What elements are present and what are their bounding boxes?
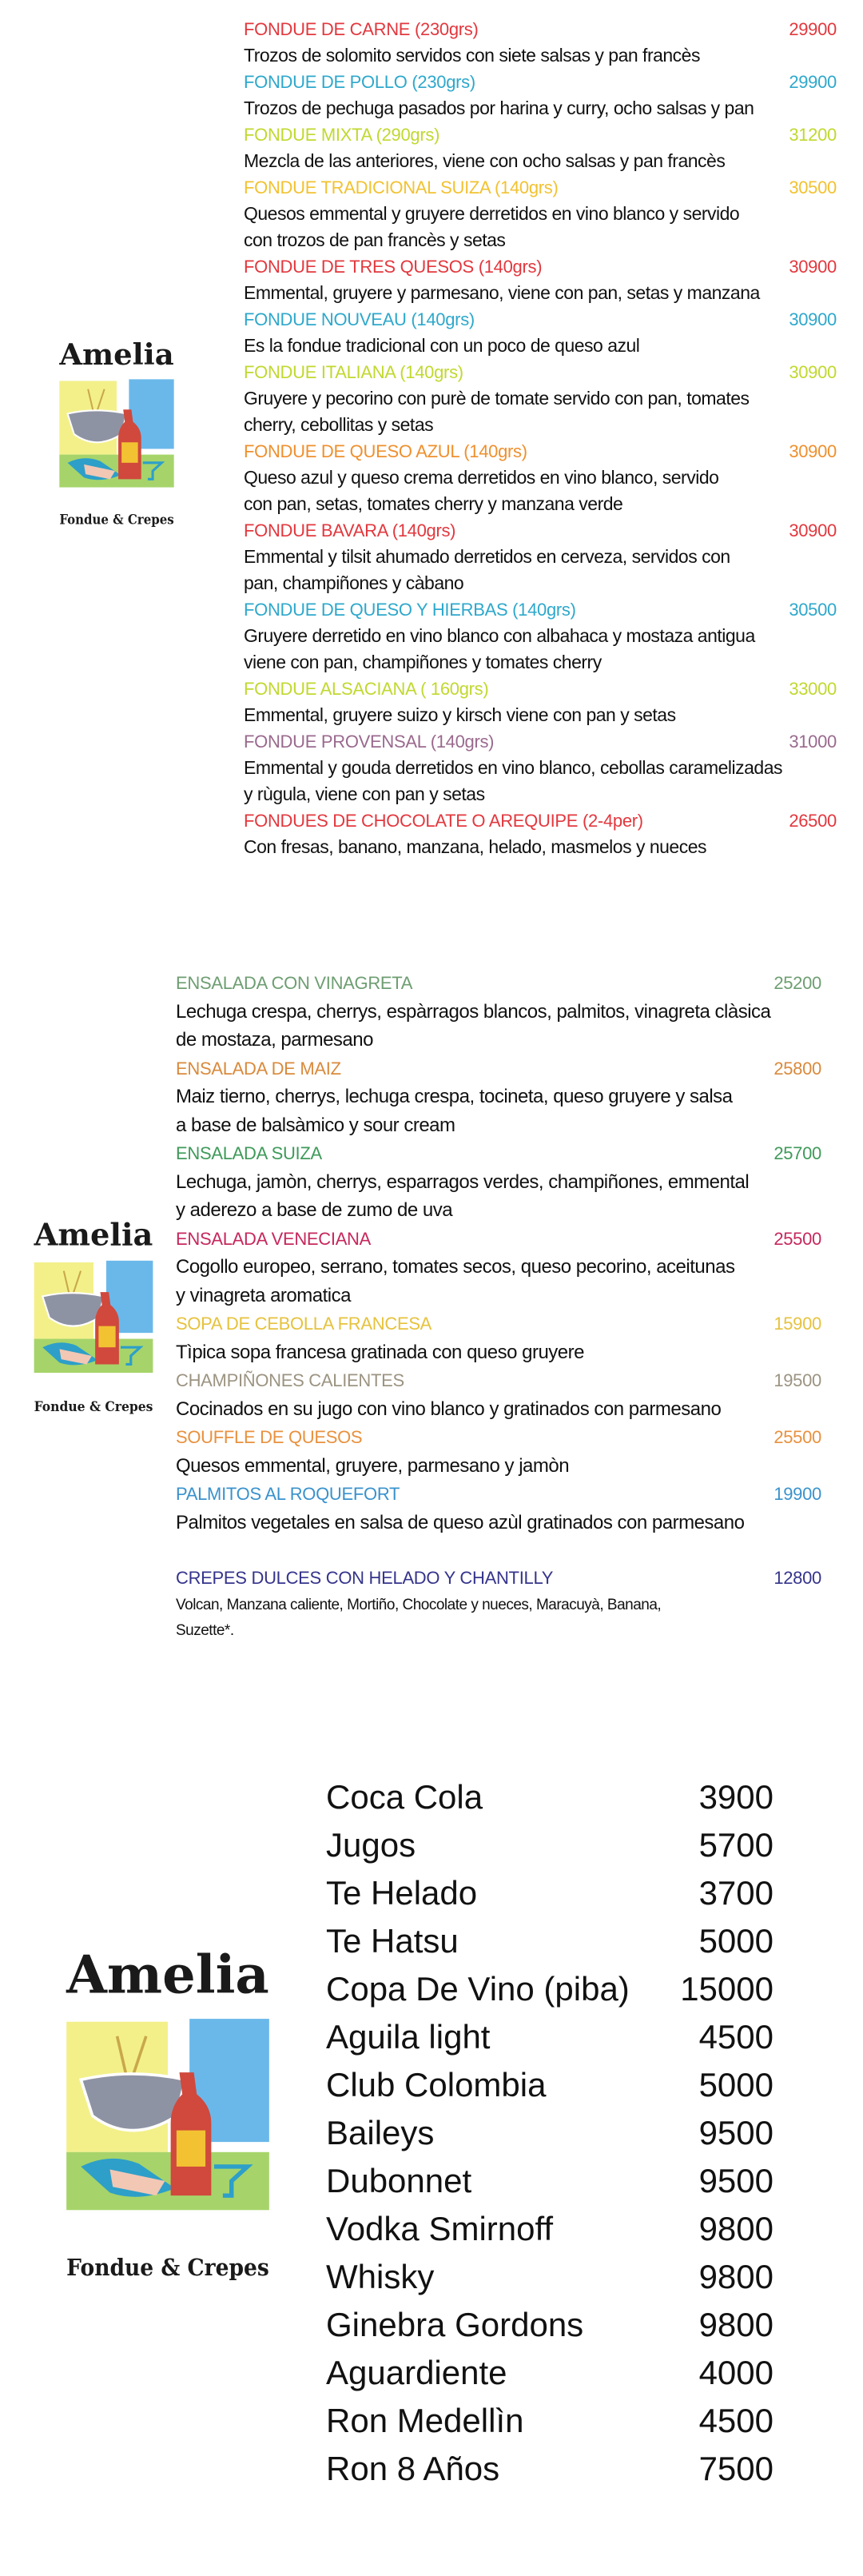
menu-item-name: FONDUE ALSACIANA ( 160grs) <box>244 679 489 699</box>
logo-fondues <box>51 332 182 536</box>
menu-item-name: PALMITOS AL ROQUEFORT <box>176 1484 400 1504</box>
menu-item-name: FONDUE DE QUESO AZUL (140grs) <box>244 441 527 461</box>
menu-item-header <box>176 1564 821 1593</box>
menu-item-price: 30500 <box>789 177 837 197</box>
drink-row <box>326 2253 774 2301</box>
menu-item-name: FONDUE DE POLLO (230grs) <box>244 72 475 92</box>
menu-item-name: ENSALADA SUIZA <box>176 1143 322 1163</box>
menu-item-header <box>176 1423 821 1452</box>
menu-item-price: 26500 <box>789 811 837 831</box>
menu-item-price: 30900 <box>789 257 837 277</box>
menu-item-header <box>244 438 837 465</box>
menu-item-price: 29900 <box>789 19 837 39</box>
menu-item-price: 19500 <box>774 1370 821 1390</box>
drink-price: 9800 <box>698 2258 774 2295</box>
menu-item-description: y aderezo a base de zumo de uva <box>176 1199 453 1221</box>
menu-item-description: Lechuga crespa, cherrys, espàrragos blancos, palmitos, vinagreta clàsica <box>176 1000 771 1023</box>
drink-row <box>326 2061 774 2109</box>
menu-item-description: Emmental y gouda derretidos en vino blanco, cebollas caramelizadas <box>244 757 783 778</box>
logo-name: Amelia <box>33 1217 153 1254</box>
logo-image <box>26 1211 161 1424</box>
menu-item-name: ENSALADA VENECIANA <box>176 1228 372 1249</box>
logo-image <box>51 332 182 536</box>
menu-item-header <box>244 596 837 623</box>
menu-item-description: viene con pan, champiñones y tomates cherry <box>244 652 602 672</box>
menu-item-header <box>176 969 821 998</box>
menu-item-price: 30900 <box>789 520 837 540</box>
menu-item-price: 30500 <box>789 600 837 620</box>
menu-item-price: 12800 <box>774 1568 821 1588</box>
menu-item-description: y rùgula, viene con pan y setas <box>244 784 485 804</box>
menu-item-price: 29900 <box>789 72 837 92</box>
menu-item-description: de mostaza, parmesano <box>176 1029 373 1051</box>
drink-name: Te Hatsu <box>326 1922 459 1960</box>
drink-row <box>326 2157 774 2205</box>
logo-name: Amelia <box>58 336 174 372</box>
menu-item-description: Cogollo europeo, serrano, tomates secos, queso pecorino, aceitunas <box>176 1256 735 1278</box>
menu-item-price: 25500 <box>774 1228 821 1249</box>
menu-item-header <box>244 16 837 42</box>
menu-item-name: FONDUE DE CARNE (230grs) <box>244 19 479 39</box>
drink-price: 9500 <box>698 2114 774 2151</box>
menu-item-description: cherry, cebollitas y setas <box>244 414 434 435</box>
drink-price: 7500 <box>698 2450 774 2487</box>
menu-item-price: 33000 <box>789 679 837 699</box>
menu-item-description: Quesos emmental, gruyere, parmesano y jamòn <box>176 1454 570 1477</box>
drink-price: 3900 <box>698 1778 774 1816</box>
menu-item-price: 30900 <box>789 309 837 329</box>
menu-item-description: Mezcla de las anteriores, viene con ocho salsas y pan francès <box>244 150 726 171</box>
logo-tagline: Fondue & Crepes <box>34 1398 153 1415</box>
menu-item-description: con trozos de pan francès y setas <box>244 229 506 250</box>
drink-price: 4500 <box>698 2018 774 2056</box>
menu-item-price: 25500 <box>774 1427 821 1447</box>
drink-name: Coca Cola <box>326 1778 483 1816</box>
menu-item-price: 30900 <box>789 362 837 382</box>
menu-item-description: Trozos de pechuga pasados por harina y curry, ocho salsas y pan <box>244 98 754 118</box>
menu-item-name: FONDUE MIXTA (290grs) <box>244 125 440 145</box>
menu-item-header <box>176 1139 821 1168</box>
logo-salads <box>26 1211 161 1424</box>
menu-item-description: Volcan, Manzana caliente, Mortiño, Chocolate y nueces, Maracuyà, Banana, <box>176 1596 662 1613</box>
menu-item-description: Palmitos vegetales en salsa de queso azùl gratinados con parmesano <box>176 1511 745 1533</box>
menu-item-name: FONDUE NOUVEAU (140grs) <box>244 309 475 329</box>
drink-row <box>326 1821 774 1869</box>
menu-item-description: Tìpica sopa francesa gratinada con queso gruyere <box>176 1341 584 1363</box>
drink-name: Aguila light <box>326 2018 491 2056</box>
drink-row <box>326 2349 774 2397</box>
menu-item-name: SOUFFLE DE QUESOS <box>176 1427 363 1447</box>
menu-item-header <box>176 1055 821 1083</box>
drink-row <box>326 2301 774 2349</box>
drink-price: 9800 <box>698 2210 774 2247</box>
drink-row <box>326 1869 774 1917</box>
menu-item-header <box>244 174 837 201</box>
menu-item-description: Queso azul y queso crema derretidos en vino blanco, servido <box>244 467 719 488</box>
menu-item-description: Emmental y tilsit ahumado derretidos en cerveza, servidos con <box>244 546 730 567</box>
menu-item-header <box>244 253 837 280</box>
menu-item-name: FONDUE TRADICIONAL SUIZA (140grs) <box>244 177 559 197</box>
drink-price: 4500 <box>698 2402 774 2439</box>
drink-name: Te Helado <box>326 1874 478 1912</box>
menu-item-header <box>244 122 837 148</box>
drink-name: Copa De Vino (piba) <box>326 1970 630 2008</box>
drink-price: 9800 <box>698 2306 774 2343</box>
logo-name: Amelia <box>66 1944 269 2006</box>
menu-item-price: 31200 <box>789 125 837 145</box>
menu-item-description: Gruyere derretido en vino blanco con albahaca y mostaza antigua <box>244 625 755 646</box>
menu-item-description: y vinagreta aromatica <box>176 1284 351 1306</box>
menu-item-header <box>176 1225 821 1254</box>
menu-item-description: Trozos de solomito servidos con siete salsas y pan francès <box>244 45 700 66</box>
menu-item-description: Cocinados en su jugo con vino blanco y gratinados con parmesano <box>176 1398 722 1420</box>
menu-item-price: 25200 <box>774 973 821 993</box>
menu-item-name: ENSALADA CON VINAGRETA <box>176 973 413 993</box>
drink-row <box>326 2109 774 2157</box>
drink-name: Aguardiente <box>326 2354 507 2391</box>
drink-row <box>326 2445 774 2493</box>
menu-item-header <box>244 359 837 385</box>
menu-item-description: Quesos emmental y gruyere derretidos en vino blanco y servido <box>244 203 740 224</box>
drink-row <box>326 2205 774 2253</box>
drink-row <box>326 1773 774 1821</box>
drink-price: 3700 <box>698 1874 774 1912</box>
menu-item-description: a base de balsàmico y sour cream <box>176 1114 455 1136</box>
drink-name: Dubonnet <box>326 2162 472 2199</box>
menu-item-name: FONDUES DE CHOCOLATE O AREQUIPE (2-4per) <box>244 811 643 831</box>
menu-item-name: SOPA DE CEBOLLA FRANCESA <box>176 1314 432 1334</box>
drink-price: 5000 <box>698 1922 774 1960</box>
menu-item-name: FONDUE DE QUESO Y HIERBAS (140grs) <box>244 600 576 620</box>
menu-item-description: Emmental, gruyere y parmesano, viene con pan, setas y manzana <box>244 282 760 303</box>
menu-item-header <box>244 517 837 544</box>
menu-item-description: Emmental, gruyere suizo y kirsch viene con pan y setas <box>244 704 676 725</box>
menu-item-price: 19900 <box>774 1484 821 1504</box>
drink-name: Whisky <box>326 2258 435 2295</box>
spacer <box>176 1537 821 1564</box>
drinks-menu-section <box>326 1773 774 2493</box>
drink-name: Ginebra Gordons <box>326 2306 584 2343</box>
menu-item-name: FONDUE ITALIANA (140grs) <box>244 362 463 382</box>
menu-item-name: CHAMPIÑONES CALIENTES <box>176 1370 404 1390</box>
drink-row <box>326 2013 774 2061</box>
drink-price: 5000 <box>698 2066 774 2103</box>
menu-item-price: 25700 <box>774 1143 821 1163</box>
menu-item-header <box>176 1310 821 1338</box>
menu-item-header <box>244 807 837 834</box>
menu-item-description: Maiz tierno, cherrys, lechuga crespa, tocineta, queso gruyere y salsa <box>176 1086 733 1107</box>
menu-item-price: 31000 <box>789 732 837 752</box>
drink-price: 4000 <box>698 2354 774 2391</box>
fondue-menu-section <box>244 16 837 860</box>
menu-item-name: FONDUE PROVENSAL (140grs) <box>244 732 495 752</box>
drink-name: Baileys <box>326 2114 435 2151</box>
menu-item-header <box>176 1366 821 1395</box>
menu-item-description: Lechuga, jamòn, cherrys, esparragos verdes, champiñones, emmental <box>176 1170 750 1193</box>
logo-tagline: Fondue & Crepes <box>59 512 174 528</box>
drink-row <box>326 1917 774 1965</box>
menu-item-name: FONDUE BAVARA (140grs) <box>244 520 456 540</box>
drink-name: Vodka Smirnoff <box>326 2210 554 2247</box>
menu-item-header <box>244 306 837 333</box>
logo-tagline: Fondue & Crepes <box>66 2253 269 2281</box>
drink-name: Ron 8 Años <box>326 2450 500 2487</box>
menu-item-header <box>176 1480 821 1509</box>
menu-item-price: 30900 <box>789 441 837 461</box>
drink-price: 9500 <box>698 2162 774 2199</box>
drink-name: Club Colombia <box>326 2066 547 2103</box>
drink-row <box>326 2397 774 2445</box>
menu-item-description: Gruyere y pecorino con purè de tomate servido con pan, tomates <box>244 388 750 409</box>
menu-item-header <box>244 728 837 755</box>
menu-item-description: pan, champiñones y càbano <box>244 572 464 593</box>
menu-item-name: ENSALADA DE MAIZ <box>176 1058 341 1079</box>
drink-price: 15000 <box>680 1970 774 2008</box>
drink-price: 5700 <box>698 1826 774 1864</box>
menu-item-price: 25800 <box>774 1058 821 1079</box>
drink-row <box>326 1965 774 2013</box>
crepes-item <box>176 1564 821 1644</box>
menu-item-description: Suzette*. <box>176 1621 234 1639</box>
logo-image <box>52 1935 284 2297</box>
menu-item-name: CREPES DULCES CON HELADO Y CHANTILLY <box>176 1568 554 1588</box>
menu-item-header <box>244 676 837 702</box>
menu-item-price: 15900 <box>774 1314 821 1334</box>
menu-item-description: Es la fondue tradicional con un poco de queso azul <box>244 335 640 356</box>
menu-item-description: con pan, setas, tomates cherry y manzana verde <box>244 493 623 514</box>
menu-item-name: FONDUE DE TRES QUESOS (140grs) <box>244 257 543 277</box>
logo-drinks <box>52 1935 284 2297</box>
menu-item-description: Con fresas, banano, manzana, helado, masmelos y nueces <box>244 836 707 857</box>
drink-name: Jugos <box>326 1826 416 1864</box>
drink-name: Ron Medellìn <box>326 2402 524 2439</box>
menu-item-header <box>244 69 837 95</box>
salads-menu-section <box>176 969 821 1644</box>
